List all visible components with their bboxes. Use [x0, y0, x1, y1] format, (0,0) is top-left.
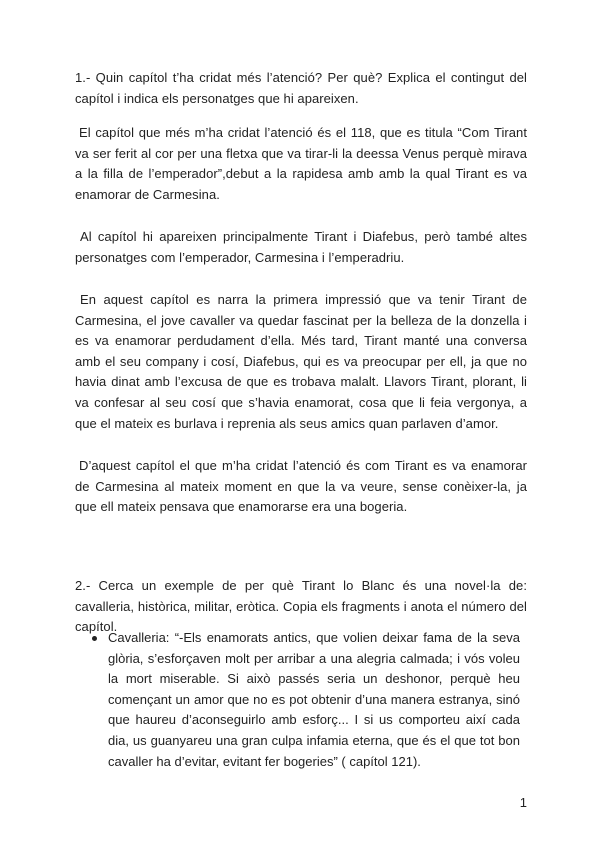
bullet-text: Cavalleria: “-Els enamorats antics, que volien deixar fama de la seva glòria, s’esforçaven molt per arribar a una alegria calmada; i vós voleu la mort miserable. Si això passés seria un deshonor, perquè heu començant un amor que no es pot obtenir d’una manera estranya, sinó que haureu d’aconseguirlo amb esforç... I si us comporteu així cada dia, us guanyareu una gran culpa infamia eterna, que és el que tot bon cavaller ha d’evitar, evitant fer bogeries” ( capítol 121). [108, 630, 520, 769]
bullet-dot-icon [92, 636, 97, 641]
question-2: 2.- Cerca un exemple de per què Tirant lo Blanc és una novel·la de: cavalleria, històrica, militar, eròtica. Copia els fragments i anota el número del capítol. [75, 578, 527, 635]
answer-1-paragraph-4: D’aquest capítol el que m’ha cridat l’atenció és com Tirant es va enamorar de Carmesina al mateix moment en que la va veure, sense conèixer-la, ja que ell mateix pensava que enamorarse era una bogeria. [75, 458, 527, 515]
answer-1-paragraph-3: En aquest capítol es narra la primera impressió que va tenir Tirant de Carmesina, el jove cavaller va quedar fascinat per la belleza de la donzella i es va enamorar perdudament d’ella. Més tard, Tirant manté una conversa amb el seu company i cosí, Diafebus, qui es va preocupar per ell, ja que no havia dinat amb l’excusa de que es trobava malalt. Llavors Tirant, plorant, li va confesar al seu cosí que s’havia enamorat, cosa que li feia vergonya, a que el mateix es burlava i reprenia als seus amics quan parlaven d’amor. [75, 292, 527, 431]
answer-1-paragraph-1: El capítol que més m’ha cridat l’atenció és el 118, que es titula “Com Tirant va ser ferit al cor per una fletxa que va tirar-li la deessa Venus perquè mirava a la filla de l’emperador”,debut a la rapidesa amb amb la qual Tirant es va enamorar de Carmesina. [75, 125, 527, 202]
question-1: 1.- Quin capítol t’ha cridat més l’atenció? Per què? Explica el contingut del capítol i indica els personatges que hi apareixen. [75, 70, 527, 106]
answer-1-paragraph-2: Al capítol hi apareixen principalmente Tirant i Diafebus, però també altes personatges com l’emperador, Carmesina i l’emperadriu. [75, 229, 527, 265]
page-number: 1 [519, 795, 527, 810]
